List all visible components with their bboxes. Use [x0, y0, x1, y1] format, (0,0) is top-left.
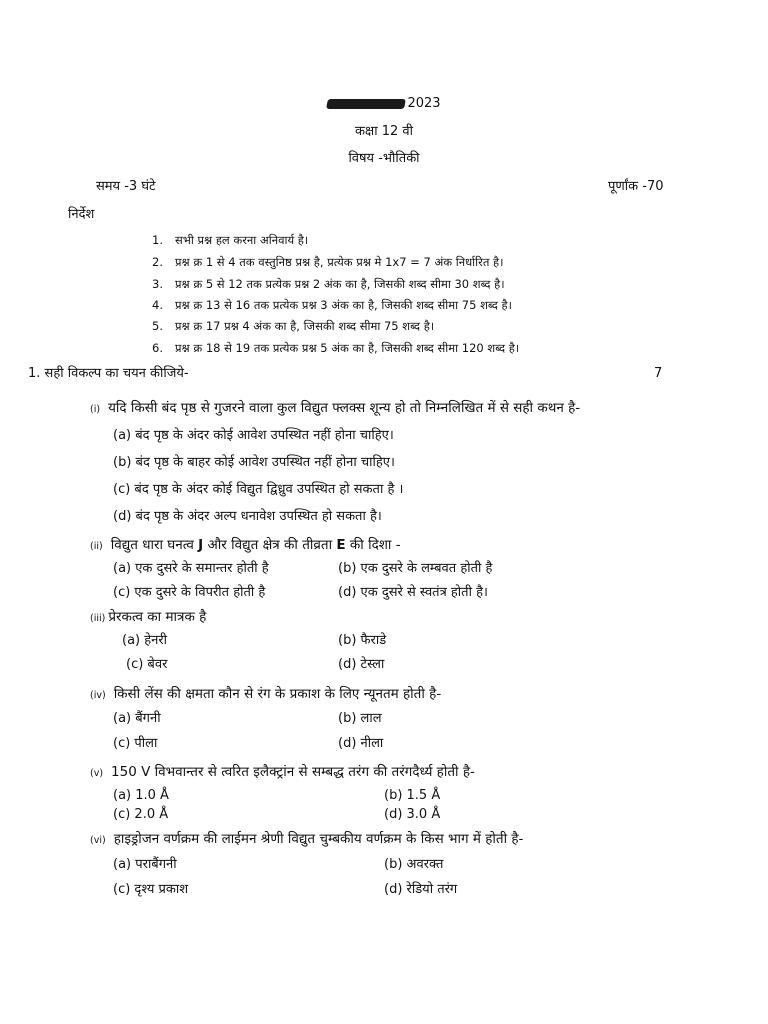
exam-year: 2023 [407, 96, 441, 111]
option-c: (c) बेवर [126, 657, 168, 672]
option-b: (b) फैराडे [338, 633, 387, 648]
question-vi [90, 831, 523, 847]
question-text: 150 V विभवान्तर से त्वरित इलैक्ट्रांन से सम्बद्ध तरंग की तरंगदैर्ध्य होती है- [111, 764, 475, 780]
option-a: (a) पराबैंगनी [113, 857, 177, 872]
instruction-num: 1. [152, 233, 163, 247]
instruction-text: प्रश्न क्र 13 से 16 तक प्रत्येक प्रश्न 3 अंक का है, जिसकी शब्द सीमा 75 शब्द है। [175, 298, 512, 312]
instruction-num: 3. [152, 277, 163, 291]
option-c: (c) दृश्य प्रकाश [113, 882, 189, 897]
option-d: (d) बंद पृष्ठ के अंदर अल्प धनावेश उपस्थित हो सकता है। [113, 509, 382, 524]
option-a: (a) हेनरी [122, 633, 168, 648]
instruction-text: प्रश्न क्र 18 से 19 तक प्रत्येक प्रश्न 5 अंक का है, जिसकी शब्द सीमा 120 शब्द है। [175, 341, 520, 355]
instruction-text: प्रश्न क्र 5 से 12 तक प्रत्येक प्रश्न 2 अंक का है, जिसकी शब्द सीमा 30 शब्द है। [175, 277, 505, 291]
option-a: (a) बैंगनी [113, 711, 161, 726]
option-c: (c) 2.0 Å [113, 807, 169, 822]
class-label: कक्षा 12 वी [354, 124, 414, 139]
option-b: (b) 1.5 Å [384, 788, 441, 803]
instruction-text: प्रश्न क्र 17 प्रश्न 4 अंक का है, जिसकी शब्द सीमा 75 शब्द है। [175, 319, 435, 333]
instructions-title: निर्देश [68, 207, 95, 222]
question-number: (i) [90, 404, 101, 415]
marks-label: पूर्णांक -70 [608, 179, 664, 194]
symbol-j: J [198, 537, 204, 553]
question-v [90, 764, 475, 780]
option-c: (c) बंद पृष्ठ के अंदर कोई विद्युत द्विध्रुव उपस्थित हो सकता है । [113, 482, 404, 497]
exam-title [0, 96, 768, 112]
option-b: (b) लाल [338, 711, 382, 726]
section-title: 1. सही विकल्प का चयन कीजिये- [28, 366, 189, 381]
question-text: हाइड्रोजन वर्णक्रम की लाईमन श्रेणी विद्युत चुम्बकीय वर्णक्रम के किस भाग में होती है- [113, 831, 524, 847]
instruction-text: प्रश्न क्र 1 से 4 तक वस्तुनिष्ठ प्रश्न है, प्रत्येक प्रश्न मे 1x7 = 7 अंक निर्धारित है। [175, 255, 504, 269]
question-text: प्रेरकत्व का मात्रक है [108, 609, 207, 625]
question-number: (v) [90, 768, 104, 779]
question-text-part: विद्युत धारा घनत्व [110, 537, 194, 553]
time-label: समय -3 घंटे [96, 179, 156, 194]
option-b: (b) अवरक्त [384, 857, 444, 872]
option-d: (d) 3.0 Å [384, 807, 441, 822]
option-d: (d) रेडियो तरंग [384, 882, 458, 897]
question-i [90, 400, 580, 416]
option-a: (a) 1.0 Å [113, 788, 169, 803]
question-number: (iv) [90, 690, 106, 701]
instruction-num: 2. [152, 255, 163, 269]
question-text: यदि किसी बंद पृष्ठ से गुजरने वाला कुल विद्युत फ्लक्स शून्य हो तो निम्नलिखित में से सही कथन है- [108, 400, 581, 416]
option-d: (d) टेस्ला [338, 657, 385, 672]
instruction-num: 6. [152, 341, 163, 355]
question-text: किसी लेंस की क्षमता कौन से रंग के प्रकाश के लिए न्यूनतम होती है- [113, 686, 442, 702]
question-ii [90, 537, 401, 553]
option-a: (a) एक दुसरे के समान्तर होती है [113, 561, 269, 576]
question-text-part: और विद्युत क्षेत्र की तीव्रता [207, 537, 333, 553]
option-b: (b) एक दुसरे के लम्बवत होती है [338, 561, 493, 576]
question-number: (vi) [90, 835, 106, 846]
instruction-num: 5. [152, 319, 163, 333]
option-a: (a) बंद पृष्ठ के अंदर कोई आवेश उपस्थित नहीं होना चाहिए। [113, 428, 394, 443]
option-d: (d) एक दुसरे से स्वतंत्र होती है। [338, 585, 488, 600]
option-c: (c) एक दुसरे के विपरीत होती है [113, 585, 266, 600]
question-iv [90, 686, 441, 702]
redacted-mark [327, 99, 407, 109]
option-d: (d) नीला [338, 736, 384, 751]
subject-label: विषय -भौतिकी [348, 151, 420, 166]
section-marks: 7 [654, 366, 663, 381]
instruction-num: 4. [152, 298, 163, 312]
question-iii [90, 609, 206, 625]
instruction-text: सभी प्रश्न हल करना अनिवार्य है। [175, 233, 309, 247]
question-number: (ii) [90, 541, 103, 552]
option-b: (b) बंद पृष्ठ के बाहर कोई आवेश उपस्थित नहीं होना चाहिए। [113, 455, 395, 470]
question-number: (iii) [90, 613, 106, 624]
question-text-part: की दिशा - [349, 537, 401, 553]
option-c: (c) पीला [113, 736, 158, 751]
symbol-e: E [336, 537, 346, 553]
